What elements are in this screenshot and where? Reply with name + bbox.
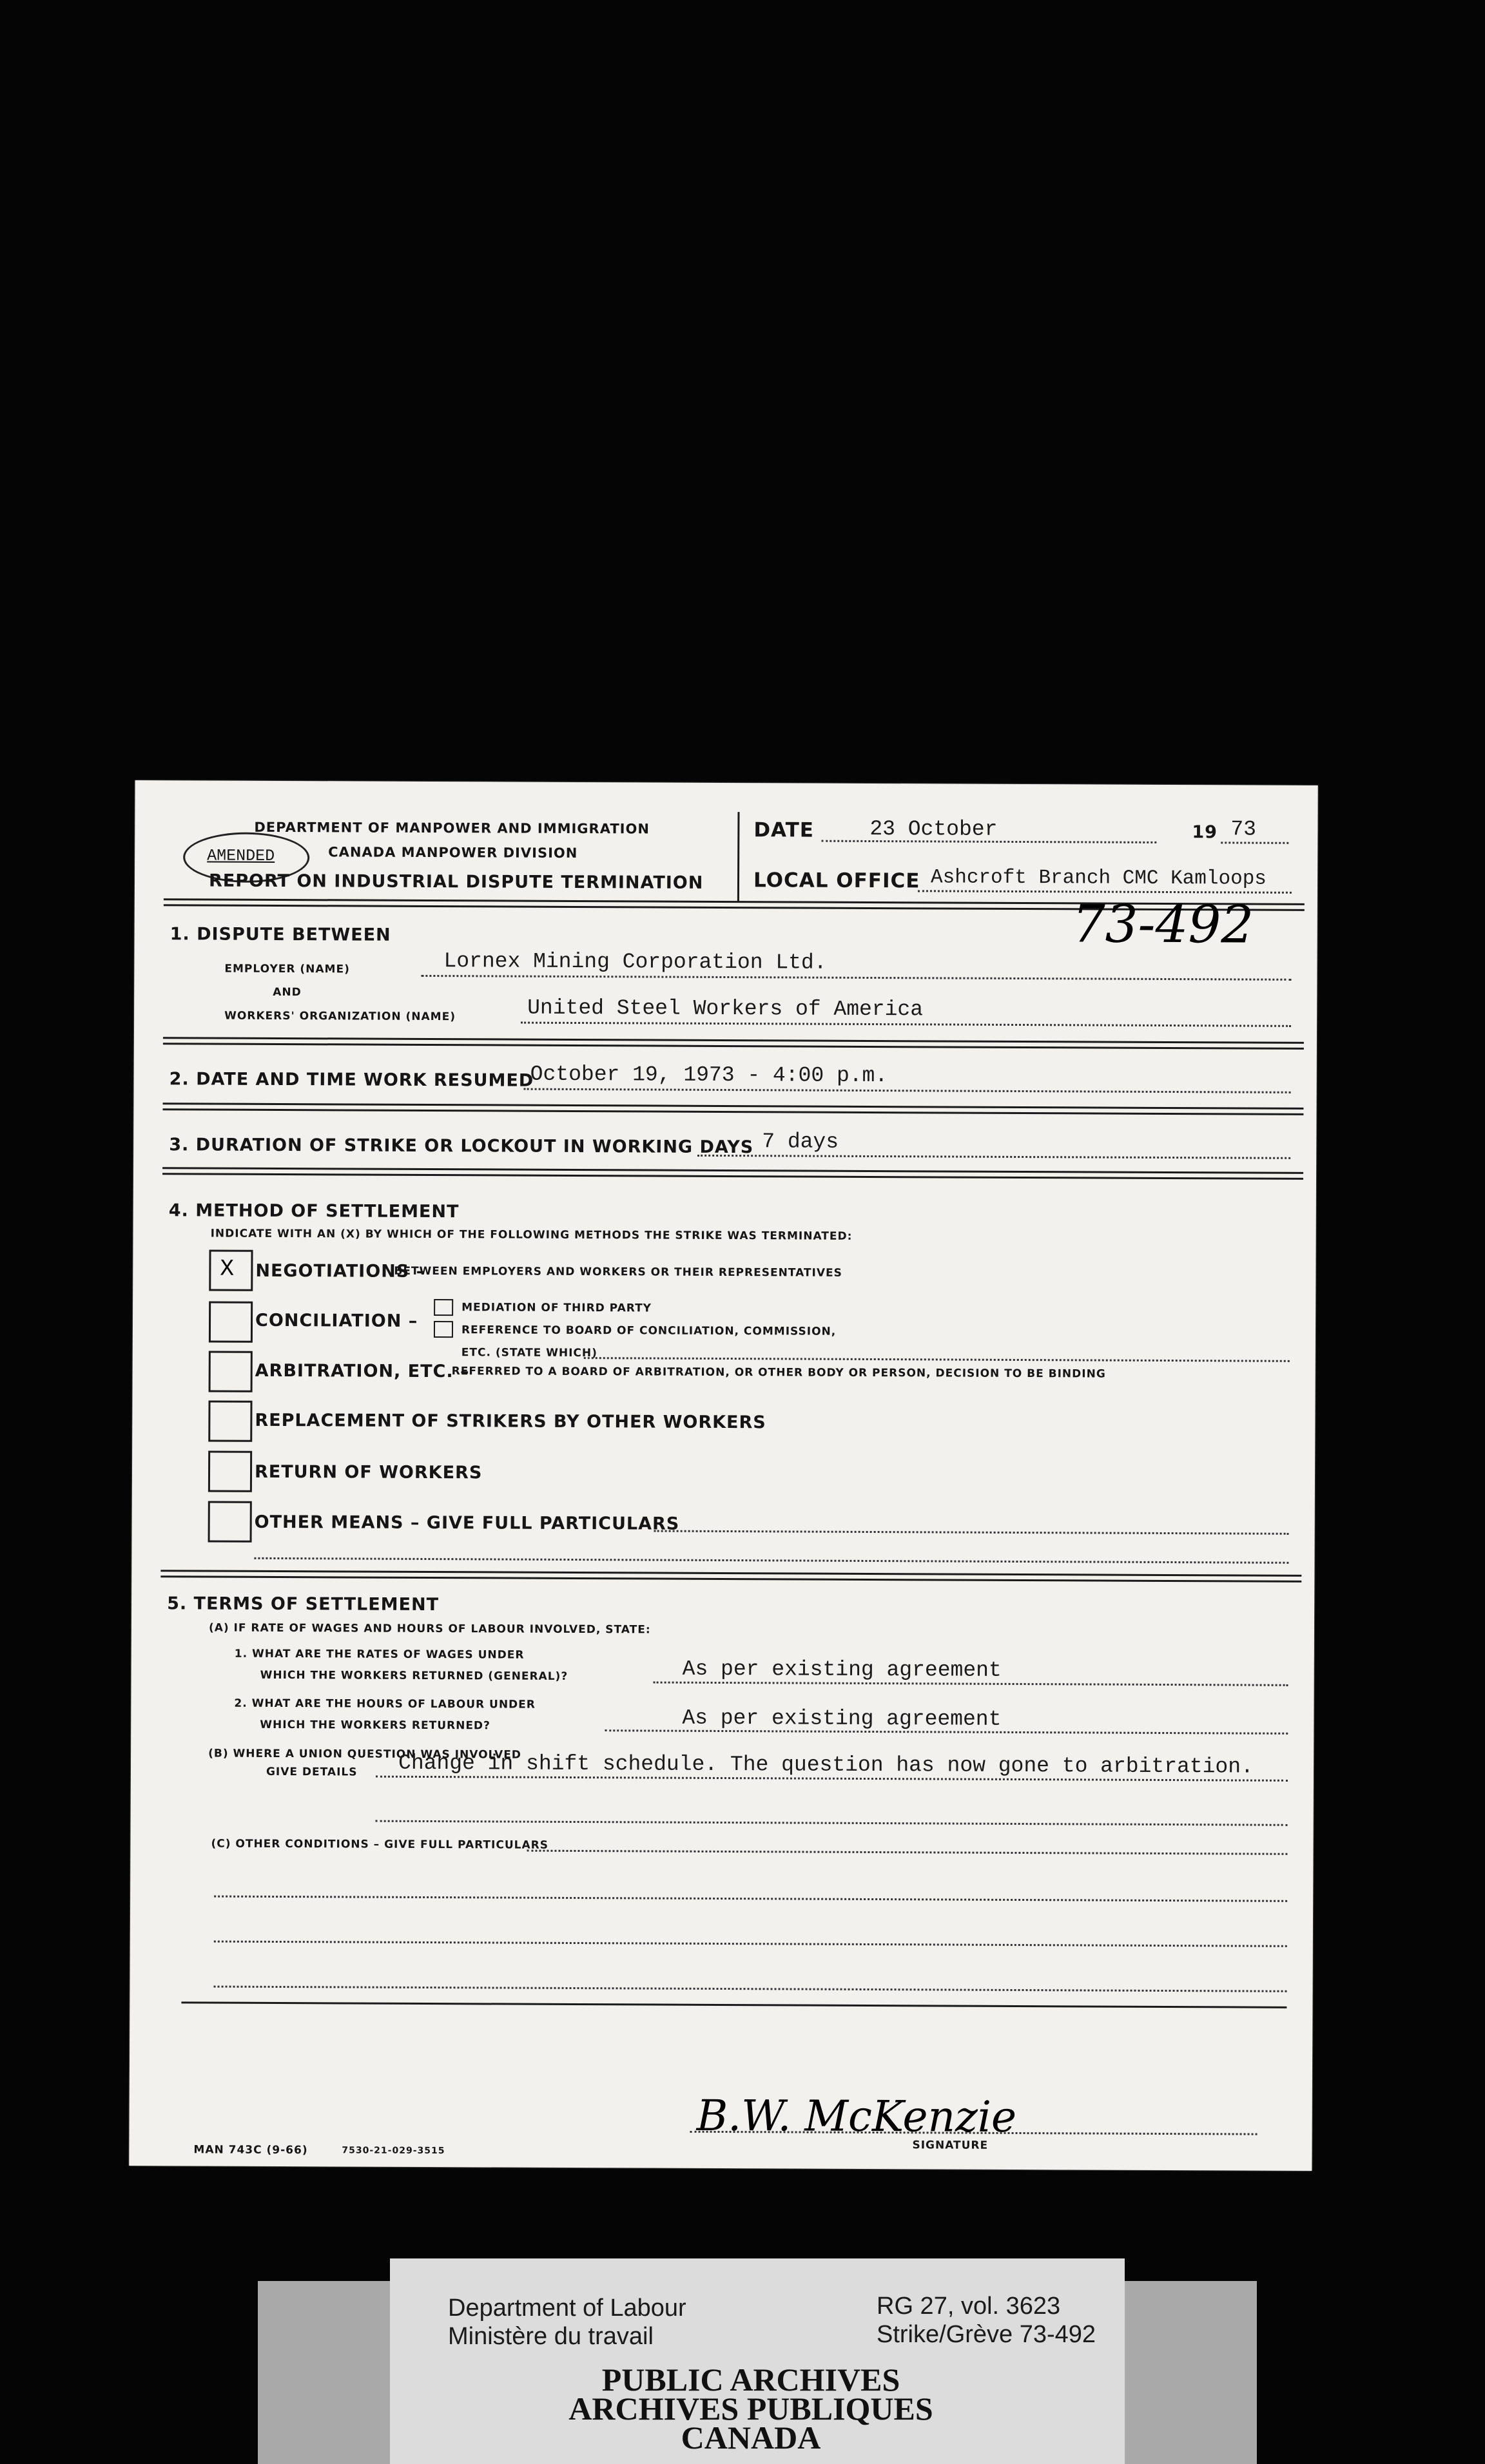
date-label: DATE bbox=[753, 818, 815, 842]
case-number: 73-492 bbox=[1072, 894, 1254, 955]
label-right-tab bbox=[1115, 2281, 1257, 2464]
conciliation-label: CONCILIATION – bbox=[255, 1310, 418, 1331]
section1-rule bbox=[163, 1037, 1304, 1050]
work-resumed-line bbox=[524, 1088, 1291, 1093]
employer-value: Lornex Mining Corporation Ltd. bbox=[443, 949, 827, 975]
mediation-label: MEDIATION OF THIRD PARTY bbox=[461, 1301, 652, 1315]
work-resumed-value: October 19, 1973 - 4:00 p.m. bbox=[530, 1062, 888, 1088]
section5-rule bbox=[181, 2001, 1286, 2008]
and-label: AND bbox=[273, 985, 302, 999]
workers-org-label: WORKERS' ORGANIZATION (NAME) bbox=[224, 1009, 456, 1024]
workers-org-line bbox=[521, 1022, 1291, 1027]
wages-question-line1: 1. WHAT ARE THE RATES OF WAGES UNDER bbox=[234, 1647, 525, 1662]
negotiations-label: NEGOTIATIONS – bbox=[255, 1260, 426, 1282]
date-value: 23 October bbox=[869, 816, 998, 842]
section5-title: 5. TERMS OF SETTLEMENT bbox=[167, 1593, 440, 1615]
workers-org-value: United Steel Workers of America bbox=[527, 996, 924, 1022]
section4-instruction: INDICATE WITH AN (X) BY WHICH OF THE FOLLOWING METHODS THE STRIKE WAS TERMINATED: bbox=[210, 1227, 853, 1243]
year-line bbox=[1221, 842, 1288, 843]
negotiations-desc: BETWEEN EMPLOYERS AND WORKERS OR THEIR REPRESENTATIVES bbox=[394, 1264, 842, 1280]
amended-stamp: AMENDED bbox=[207, 846, 275, 865]
replacement-checkbox[interactable] bbox=[208, 1401, 252, 1442]
wages-value: As per existing agreement bbox=[682, 1657, 1002, 1682]
year-prefix: 19 bbox=[1192, 822, 1218, 843]
state-which-label: ETC. (STATE WHICH) bbox=[461, 1346, 597, 1360]
section3-rule bbox=[162, 1167, 1303, 1180]
other-conditions-label: (C) OTHER CONDITIONS – GIVE FULL PARTICULARS bbox=[211, 1837, 549, 1852]
other-means-label: OTHER MEANS – GIVE FULL PARTICULARS bbox=[254, 1512, 680, 1534]
local-office-line bbox=[918, 890, 1292, 894]
dept-fr: Ministère du travail bbox=[448, 2323, 654, 2350]
hours-question-line2: WHICH THE WORKERS RETURNED? bbox=[260, 1718, 490, 1733]
archives-country: CANADA bbox=[681, 2420, 821, 2456]
signature: B.W. McKenzie bbox=[696, 2090, 1017, 2142]
section1-title: 1. DISPUTE BETWEEN bbox=[170, 924, 391, 945]
arbitration-label: ARBITRATION, ETC. – bbox=[255, 1360, 470, 1382]
other-means-checkbox[interactable] bbox=[208, 1501, 252, 1543]
duration-value: 7 days bbox=[762, 1130, 839, 1154]
local-office-label: LOCAL OFFICE bbox=[753, 869, 920, 893]
report-title: REPORT ON INDUSTRIAL DISPUTE TERMINATION bbox=[208, 871, 704, 893]
return-label: RETURN OF WORKERS bbox=[254, 1461, 483, 1483]
state-which-line bbox=[584, 1357, 1290, 1362]
board-reference-checkbox[interactable] bbox=[434, 1321, 453, 1338]
archives-fr: ARCHIVES PUBLIQUES bbox=[568, 2391, 933, 2427]
arbitration-desc: REFERRED TO A BOARD OF ARBITRATION, OR OTHER BODY OR PERSON, DECISION TO BE BINDING bbox=[451, 1365, 1106, 1381]
union-question-line1: (B) WHERE A UNION QUESTION WAS INVOLVED bbox=[208, 1747, 521, 1762]
arbitration-checkbox[interactable] bbox=[209, 1351, 253, 1392]
year-value: 73 bbox=[1230, 817, 1257, 842]
archives-en: PUBLIC ARCHIVES bbox=[601, 2362, 900, 2398]
section4-title: 4. METHOD OF SETTLEMENT bbox=[168, 1200, 460, 1222]
header-divider bbox=[737, 812, 740, 902]
label-left-tab bbox=[258, 2281, 400, 2464]
conciliation-checkbox[interactable] bbox=[209, 1302, 253, 1343]
replacement-label: REPLACEMENT OF STRIKERS BY OTHER WORKERS bbox=[255, 1410, 766, 1433]
union-details-value: Change in shift schedule. The question has now gone to arbitration. bbox=[398, 1751, 1254, 1779]
section5-a-label: (A) IF RATE OF WAGES AND HOURS OF LABOUR INVOLVED, STATE: bbox=[208, 1621, 651, 1637]
division-name: CANADA MANPOWER DIVISION bbox=[328, 844, 578, 861]
department-name: DEPARTMENT OF MANPOWER AND IMMIGRATION bbox=[254, 819, 650, 837]
other-means-line-2 bbox=[254, 1557, 1288, 1564]
other-means-line bbox=[654, 1530, 1289, 1535]
hours-value: As per existing agreement bbox=[682, 1706, 1002, 1731]
wages-question-line2: WHICH THE WORKERS RETURNED (GENERAL)? bbox=[260, 1668, 568, 1683]
section4-rule bbox=[160, 1570, 1301, 1583]
form-code: MAN 743C (9-66) bbox=[193, 2143, 308, 2157]
other-conditions-line bbox=[527, 1850, 1287, 1855]
dept-en: Department of Labour bbox=[448, 2295, 686, 2322]
strike-reference: Strike/Grève 73-492 bbox=[877, 2321, 1096, 2348]
other-conditions-line-2 bbox=[214, 1896, 1287, 1902]
negotiations-x-mark: X bbox=[220, 1255, 235, 1282]
employer-line bbox=[421, 975, 1291, 981]
board-reference-label: REFERENCE TO BOARD OF CONCILIATION, COMMISSION, bbox=[461, 1323, 837, 1338]
mediation-checkbox[interactable] bbox=[434, 1299, 453, 1316]
return-checkbox[interactable] bbox=[208, 1451, 252, 1492]
archive-label bbox=[390, 2258, 1125, 2464]
union-question-line2: GIVE DETAILS bbox=[266, 1765, 358, 1779]
report-form bbox=[129, 780, 1317, 2171]
section2-rule bbox=[162, 1102, 1303, 1115]
employer-label: EMPLOYER (NAME) bbox=[224, 962, 350, 976]
union-line-2 bbox=[376, 1820, 1288, 1826]
hours-question-line1: 2. WHAT ARE THE HOURS OF LABOUR UNDER bbox=[234, 1697, 536, 1711]
stock-number: 7530-21-029-3515 bbox=[342, 2145, 445, 2157]
other-conditions-line-3 bbox=[214, 1941, 1287, 1947]
section3-title: 3. DURATION OF STRIKE OR LOCKOUT IN WORKING DAYS bbox=[169, 1135, 754, 1158]
other-conditions-line-4 bbox=[214, 1986, 1287, 1992]
signature-label: SIGNATURE bbox=[912, 2139, 989, 2152]
section2-title: 2. DATE AND TIME WORK RESUMED bbox=[169, 1069, 534, 1091]
rg-reference: RG 27, vol. 3623 bbox=[877, 2293, 1061, 2320]
duration-line bbox=[697, 1155, 1290, 1159]
local-office-value: Ashcroft Branch CMC Kamloops bbox=[930, 866, 1267, 890]
